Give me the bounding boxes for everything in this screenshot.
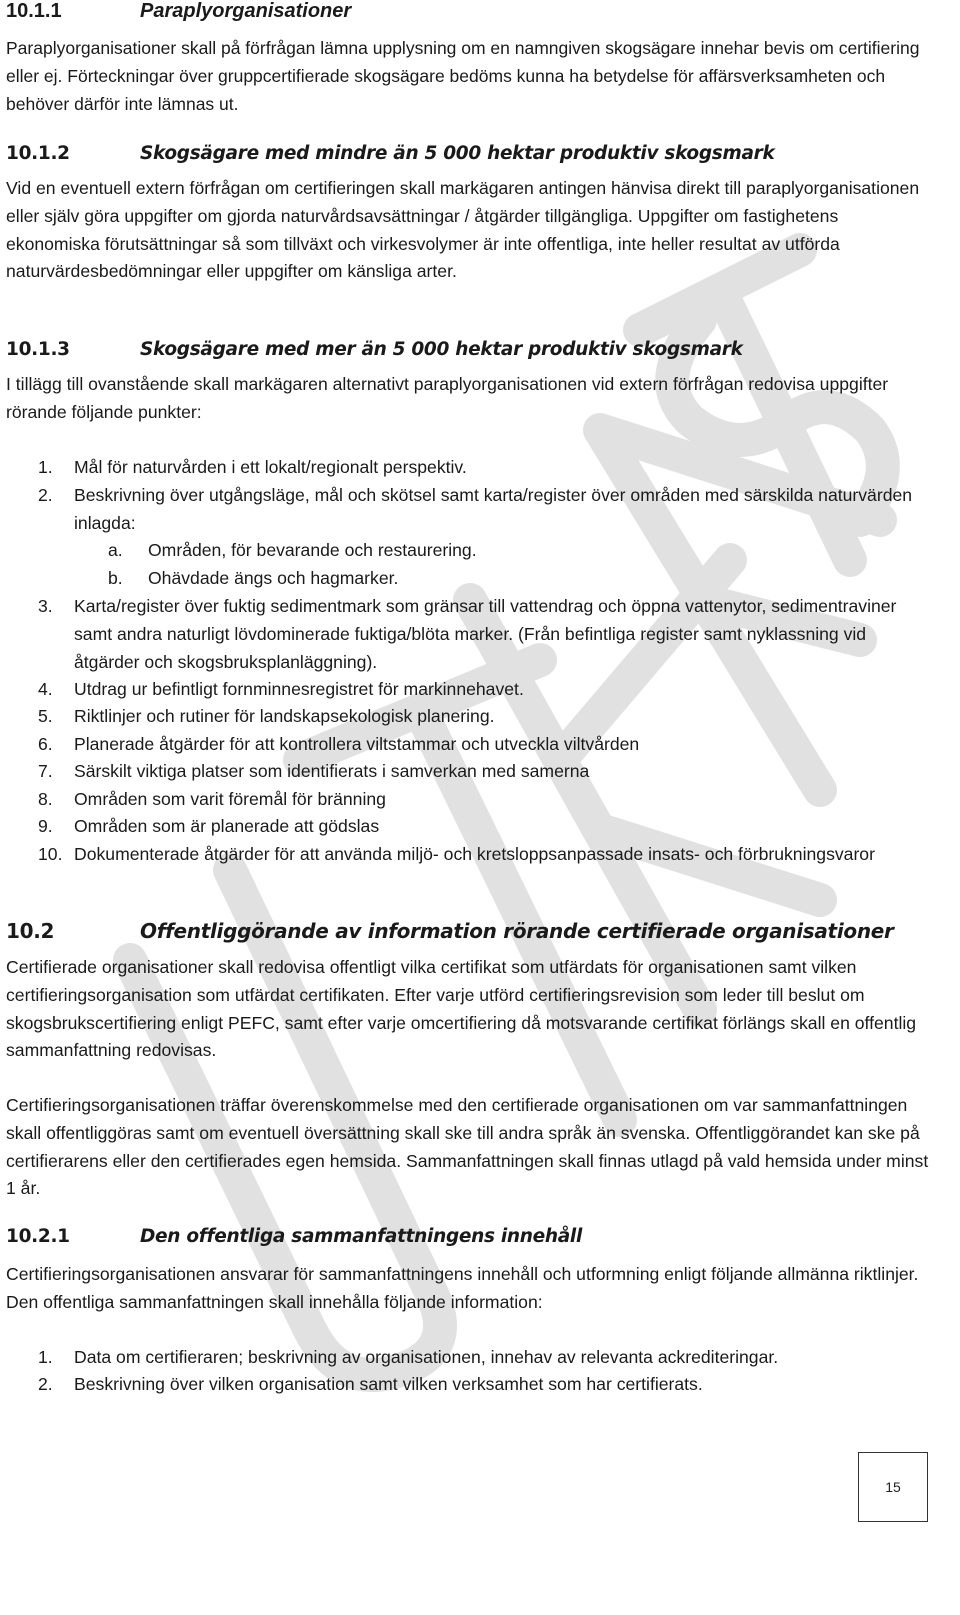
list-text: Mål för naturvården i ett lokalt/regionalt perspektiv. xyxy=(74,457,467,477)
list-marker: 2. xyxy=(38,1374,53,1394)
list-text: Områden som varit föremål för bränning xyxy=(74,789,386,809)
list-text: Beskrivning över vilken organisation samt vilken verksamhet som har certifierats. xyxy=(74,1374,703,1394)
paragraph-10-2-a: Certifierade organisationer skall redovisa offentligt vilka certifikat som utfärdats för organisationen samt vilken certifieringsorganisation som utfärdat certifikaten. Efter varje utförd certifieringsrevision som leder till beslut om skogsbrukscertifiering enligt PEFC, samt efter varje omcertifiering då motsvarande certifikat förlängs skall en offentlig sammanfattning redovisas. xyxy=(6,957,917,1061)
list-text: Områden som är planerade att gödslas xyxy=(74,816,380,836)
section-title: Paraplyorganisationer xyxy=(140,0,352,22)
section-number: 10.1.3 xyxy=(6,339,70,360)
page-number-box xyxy=(858,1452,928,1522)
section-number: 10.1.1 xyxy=(6,0,62,22)
list-text: Ohävdade ängs och hagmarker. xyxy=(148,568,399,588)
list-text: Riktlinjer och rutiner för landskapsekologisk planering. xyxy=(74,706,495,726)
list-marker: 3. xyxy=(38,596,53,616)
list-marker: a. xyxy=(108,540,123,560)
list-marker: 9. xyxy=(38,816,53,836)
list-text: Data om certifieraren; beskrivning av organisationen, innehav av relevanta ackrediteringar. xyxy=(74,1347,779,1367)
list-marker: 1. xyxy=(38,457,53,477)
list-marker: 4. xyxy=(38,679,53,699)
section-number: 10.1.2 xyxy=(6,143,70,164)
list-marker: 6. xyxy=(38,734,53,754)
list-text: Dokumenterade åtgärder för att använda miljö- och kretsloppsanpassade insats- och förbrukningsvaror xyxy=(74,844,875,864)
list-marker: 1. xyxy=(38,1347,53,1367)
list-text: Beskrivning över utgångsläge, mål och skötsel samt karta/register över områden med särskilda naturvärden inlagda: xyxy=(74,485,913,533)
list-text: Planerade åtgärder för att kontrollera viltstammar och utveckla viltvården xyxy=(74,734,640,754)
section-title: Offentliggörande av information rörande certifierade organisationer xyxy=(140,919,894,943)
list-marker: b. xyxy=(108,568,123,588)
section-title: Skogsägare med mer än 5 000 hektar produktiv skogsmark xyxy=(140,339,743,360)
list-text: Karta/register över fuktig sedimentmark som gränsar till vattendrag och öppna vattenytor, sedimentraviner samt andra naturligt lövdominerade fuktiga/blöta marker. (Från befintliga register samt nyklassning vid åtgärder och skogsbruksplanläggning). xyxy=(74,596,897,672)
paragraph-10-2-b: Certifieringsorganisationen träffar överenskommelse med den certifierade organisationen om var sammanfattningen skall offentliggöras samt om eventuell översättning skall ske till andra språk än svenska. Offentliggörandet kan ske på certifierarens eller den certifierades egen hemsida. Sammanfattningen skall finnas utlagd på vald hemsida under minst 1 år. xyxy=(6,1095,929,1199)
list-text: Särskilt viktiga platser som identifierats i samverkan med samerna xyxy=(74,761,590,781)
paragraph-10-2-1: Certifieringsorganisationen ansvarar för sammanfattningens innehåll och utformning enligt följande allmänna riktlinjer. Den offentliga sammanfattningen skall innehålla följande information: xyxy=(6,1264,919,1312)
list-marker: 2. xyxy=(38,485,53,505)
section-title: Den offentliga sammanfattningens innehåll xyxy=(140,1226,583,1247)
list-marker: 8. xyxy=(38,789,53,809)
list-marker: 5. xyxy=(38,706,53,726)
section-title: Skogsägare med mindre än 5 000 hektar produktiv skogsmark xyxy=(140,143,775,164)
list-text: Utdrag ur befintligt fornminnesregistret för markinnehavet. xyxy=(74,679,524,699)
section-number: 10.2.1 xyxy=(6,1226,70,1247)
section-number: 10.2 xyxy=(6,919,55,943)
paragraph-10-1-1: Paraplyorganisationer skall på förfrågan lämna upplysning om en namngiven skogsägare innehar bevis om certifiering eller ej. Förteckningar över gruppcertifierade skogsägare bedöms kunna ha betydelse för affärsverksamheten och behöver därför inte lämnas ut. xyxy=(6,38,920,114)
page-number: 15 xyxy=(885,1479,901,1495)
paragraph-10-1-2: Vid en eventuell extern förfrågan om certifieringen skall markägaren antingen hänvisa direkt till paraplyorganisationen eller själv göra uppgifter om gjorda naturvårdsavsättningar / åtgärder tillgängliga. Uppgifter om fastighetens ekonomiska förutsättningar så som tillväxt och virkesvolymer är inte offentliga, inte heller resultat av utförda naturvärdesbedömningar eller uppgifter om känsliga arter. xyxy=(6,178,920,282)
list-text: Områden, för bevarande och restaurering. xyxy=(148,540,477,560)
list-marker: 10. xyxy=(38,844,63,864)
paragraph-10-1-3: I tillägg till ovanstående skall markägaren alternativt paraplyorganisationen vid extern förfrågan redovisa uppgifter rörande följande punkter: xyxy=(6,374,889,422)
list-marker: 7. xyxy=(38,761,53,781)
